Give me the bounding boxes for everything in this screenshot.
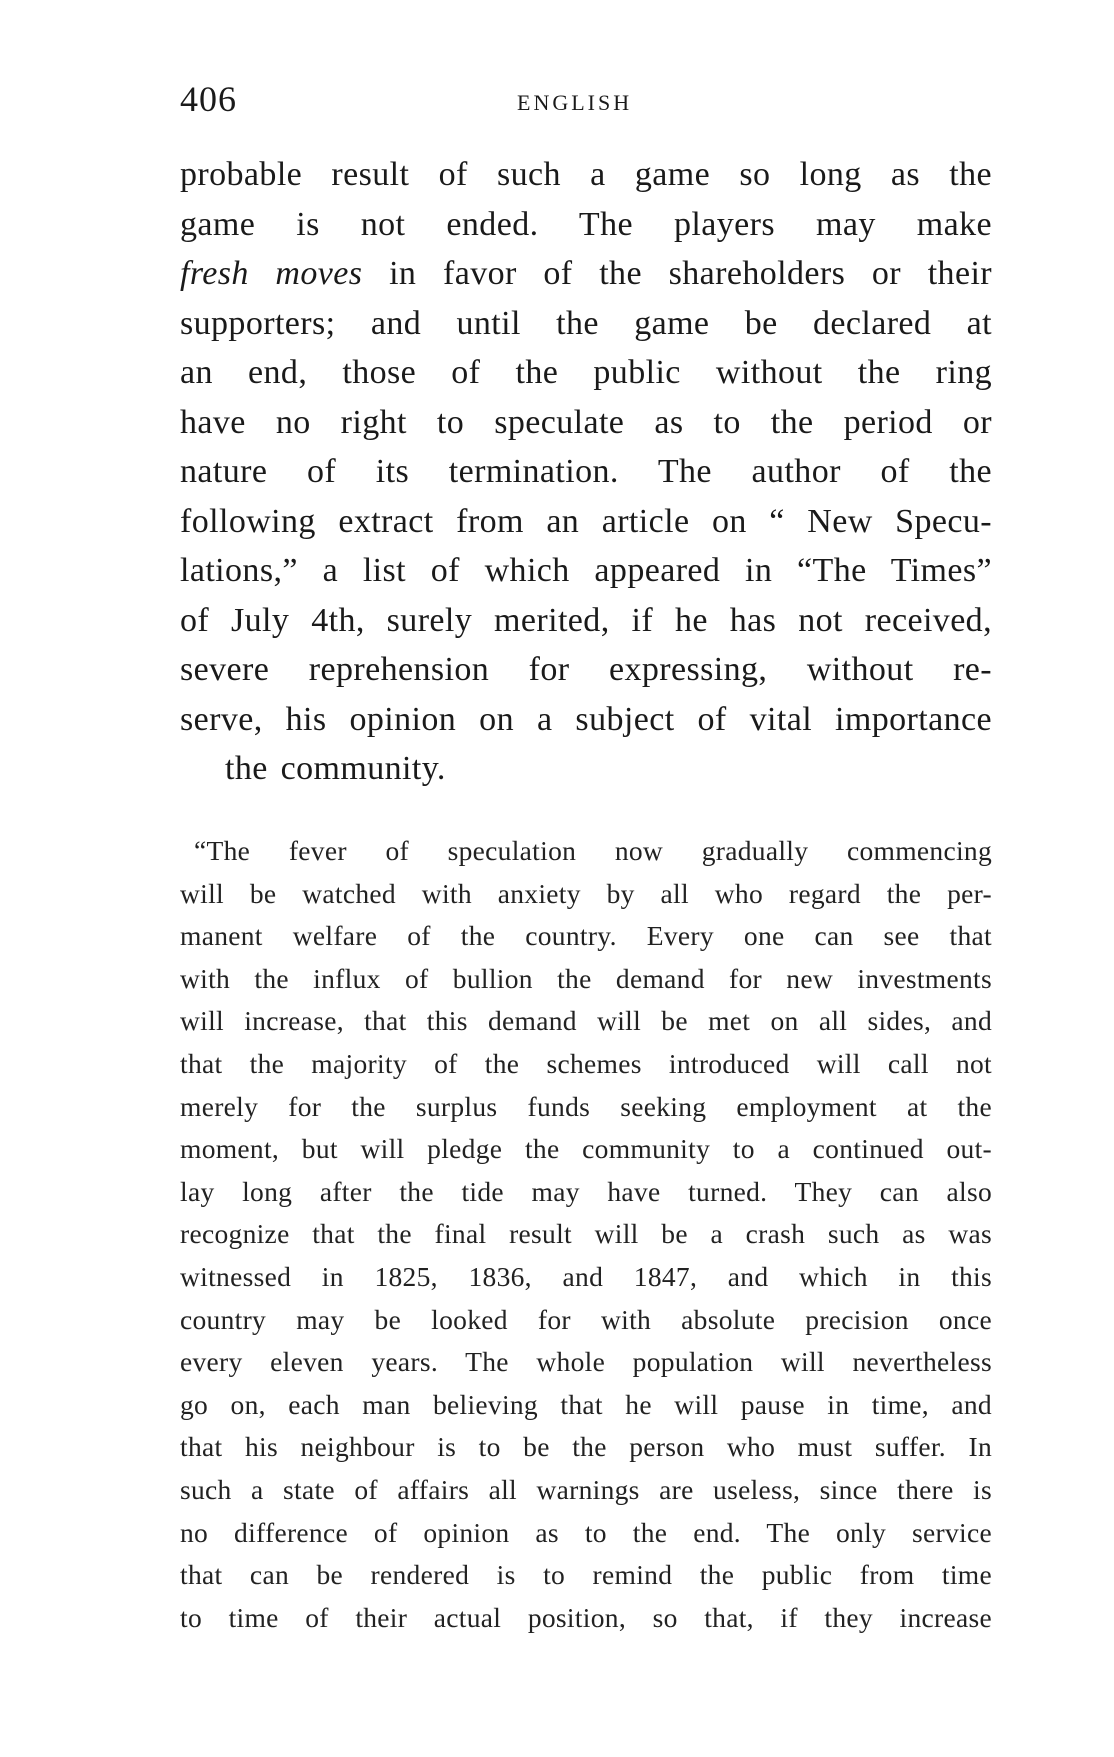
quote-line: lay long after the tide may have turned. They can also <box>180 1175 992 1207</box>
page-header <box>180 78 1000 128</box>
body-line: probable result of such a game so long as the <box>180 156 992 193</box>
body-line: have no right to speculate as to the period or <box>180 403 992 441</box>
quote-line: such a state of affairs all warnings are useless, since there is <box>180 1473 992 1505</box>
quote-line: that his neighbour is to be the person who must suffer. In <box>180 1431 992 1463</box>
body-line: serve, his opinion on a subject of vital importance <box>180 700 992 738</box>
body-line-rest: in favor of the shareholders or their <box>389 255 993 292</box>
quote-line: to time of their actual position, so that, if they increase <box>180 1601 992 1633</box>
quote-line: go on, each man believing that he will pause in time, and <box>180 1388 992 1420</box>
quote-line: merely for the surplus funds seeking employment at the <box>180 1090 992 1122</box>
body-line: the community. <box>225 750 446 787</box>
quote-line: will be watched with anxiety by all who regard the per- <box>180 877 992 909</box>
italic-phrase: fresh moves <box>180 255 363 292</box>
body-line: supporters; and until the game be declared at <box>180 304 992 342</box>
quote-line: manent welfare of the country. Every one can see that <box>180 920 992 952</box>
quote-line: no difference of opinion as to the end. The only service <box>180 1516 992 1548</box>
running-head: ENGLISH <box>517 90 633 115</box>
page-number: 406 <box>180 79 237 119</box>
body-line <box>180 249 992 299</box>
body-line: game is not ended. The players may make <box>180 205 992 243</box>
quoted-extract <box>180 830 992 1639</box>
quote-line: country may be looked for with absolute precision once <box>180 1303 992 1335</box>
body-line: an end, those of the public without the ring <box>180 354 992 391</box>
quote-line: moment, but will pledge the community to a continued out- <box>180 1133 992 1165</box>
body-line: lations,” a list of which appeared in “The Times” <box>180 552 992 589</box>
quote-line: will increase, that this demand will be met on all sides, and <box>180 1005 992 1037</box>
body-line: nature of its termination. The author of the <box>180 453 992 490</box>
body-line: of July 4th, surely merited, if he has not received, <box>180 601 992 639</box>
quote-line: recognize that the final result will be a crash such as was <box>180 1218 992 1250</box>
quote-line: with the influx of bullion the demand for new investments <box>180 962 992 994</box>
quote-line: every eleven years. The whole population will nevertheless <box>180 1346 992 1378</box>
body-line: following extract from an article on “ New Specu- <box>180 502 992 540</box>
body-line: severe reprehension for expressing, without re- <box>180 651 992 688</box>
quote-line: witnessed in 1825, 1836, and 1847, and which in this <box>180 1260 992 1292</box>
quote-line: that can be rendered is to remind the public from time <box>180 1559 992 1591</box>
body-paragraph <box>180 150 992 794</box>
quote-line: that the majority of the schemes introduced will call not <box>180 1047 992 1079</box>
quote-line: “The fever of speculation now gradually commencing <box>194 835 992 866</box>
